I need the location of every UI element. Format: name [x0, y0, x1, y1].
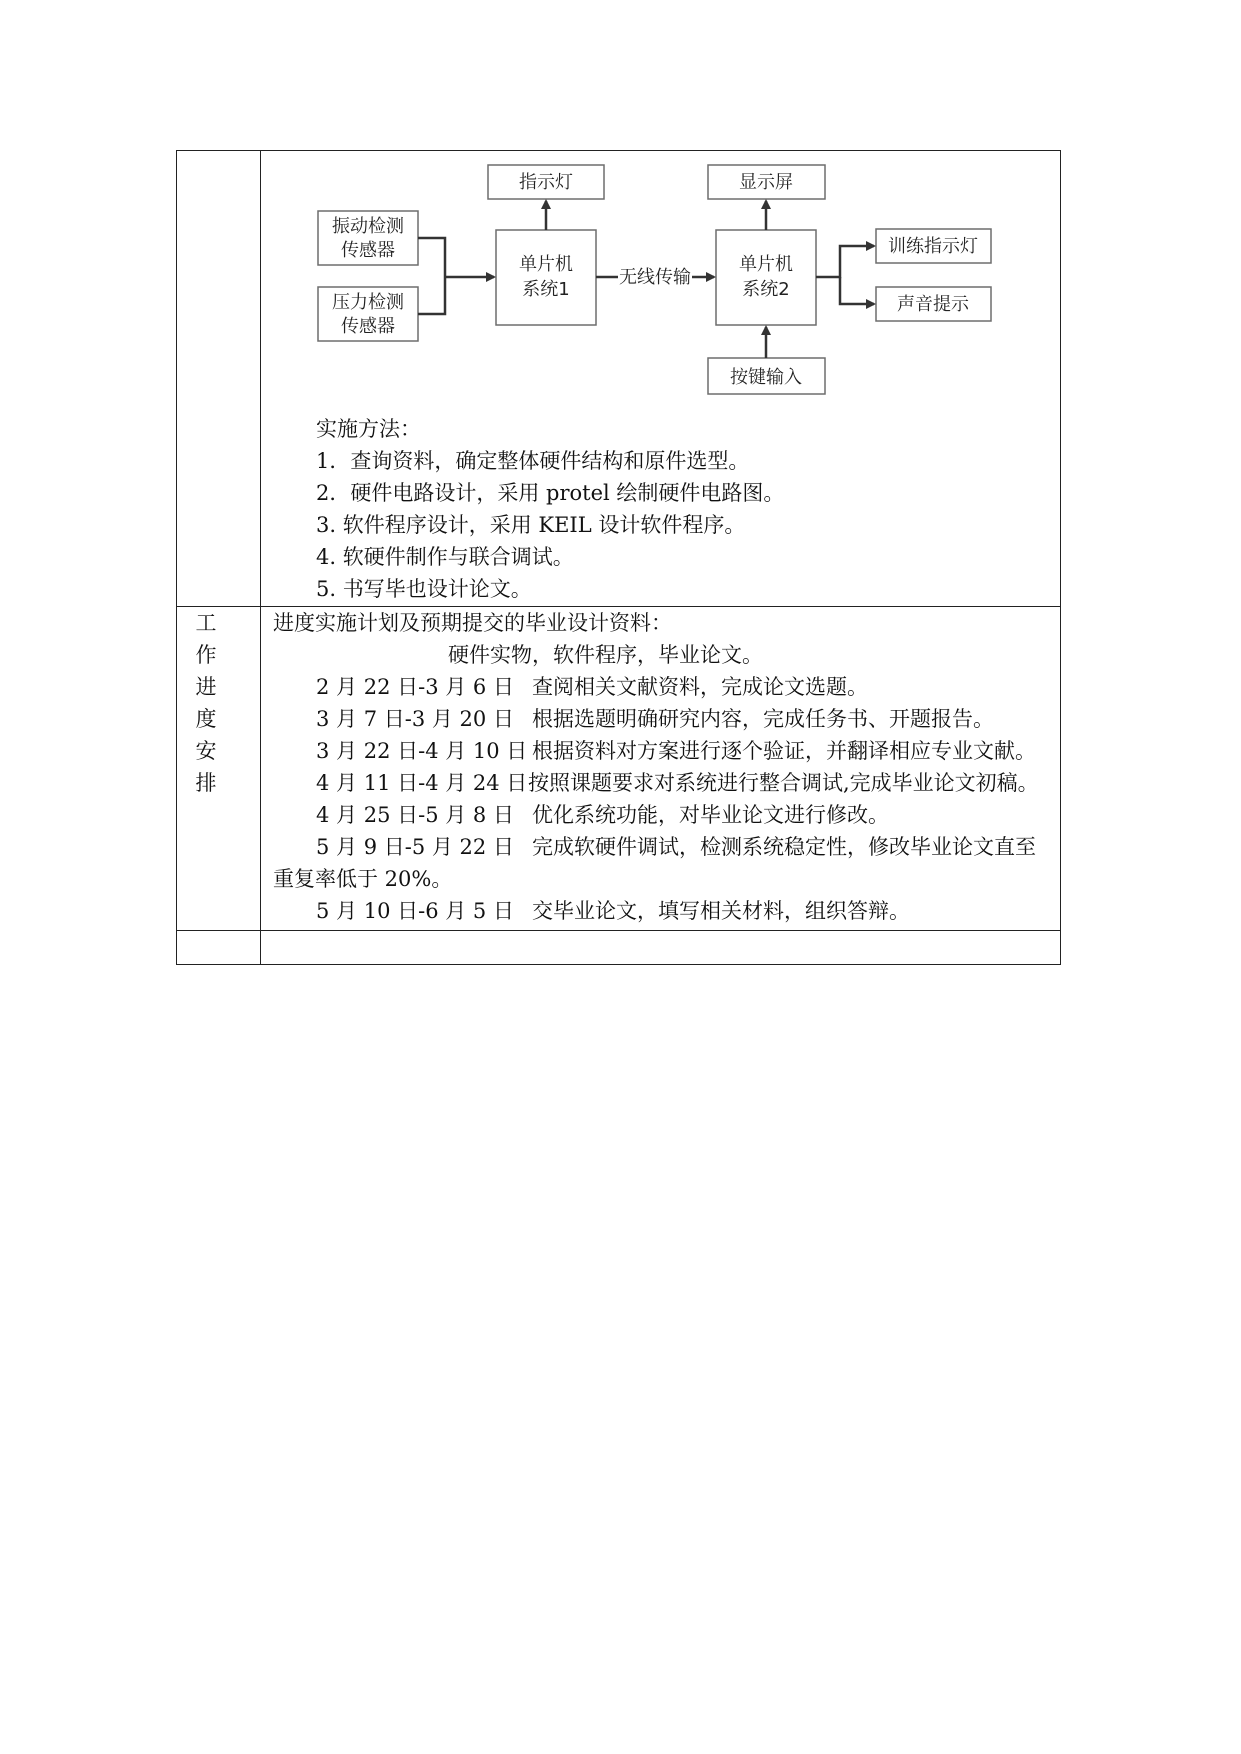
schedule-date: 5 月 9 日-5 月 22 日 — [316, 835, 514, 859]
schedule-date: 4 月 25 日-5 月 8 日 — [316, 803, 514, 827]
schedule-label-char: 进 — [195, 675, 217, 699]
schedule-task: 交毕业论文，填写相关材料，组织答辩。 — [532, 899, 910, 923]
label-indicator-light: 指示灯 — [519, 172, 573, 193]
schedule-deliverables: 硬件实物，软件程序，毕业论文。 — [448, 643, 763, 667]
method-step-1: 1．查询资料，确定整体硬件结构和原件选型。 — [316, 449, 750, 473]
label-keypad: 按键输入 — [730, 367, 802, 388]
label-display: 显示屏 — [739, 172, 793, 193]
method-step-2: 2．硬件电路设计，采用 protel 绘制硬件电路图。 — [316, 481, 785, 505]
box-mcu2 — [716, 230, 816, 325]
arrow-mcu2-to-sound — [840, 277, 874, 304]
label-vibration-2: 传感器 — [341, 240, 395, 261]
table-border-row2 — [176, 930, 1060, 931]
method-step-4: 4. 软硬件制作与联合调试。 — [316, 545, 574, 569]
schedule-date: 2 月 22 日-3 月 6 日 — [316, 675, 514, 699]
label-mcu2-2: 系统2 — [742, 279, 790, 300]
schedule-task: 按照课题要求对系统进行整合调试,完成毕业论文初稿。 — [528, 771, 1039, 795]
box-mcu1 — [496, 230, 596, 325]
schedule-task: 根据选题明确研究内容，完成任务书、开题报告。 — [532, 707, 994, 731]
schedule-label-char: 度 — [195, 707, 217, 731]
label-wireless: 无线传输 — [619, 267, 691, 288]
system-block-diagram — [0, 0, 1241, 420]
schedule-task: 完成软硬件调试，检测系统稳定性，修改毕业论文直至 — [532, 835, 1036, 859]
label-mcu1-1: 单片机 — [519, 254, 573, 275]
label-vibration-1: 振动检测 — [332, 216, 404, 237]
schedule-task: 优化系统功能，对毕业论文进行修改。 — [532, 803, 889, 827]
label-mcu2-1: 单片机 — [739, 254, 793, 275]
schedule-date: 5 月 10 日-6 月 5 日 — [316, 899, 514, 923]
schedule-date: 3 月 7 日-3 月 20 日 — [316, 707, 514, 731]
schedule-label-char: 作 — [195, 643, 217, 667]
connector-vibration — [418, 238, 445, 314]
schedule-task: 根据资料对方案进行逐个验证，并翻译相应专业文献。 — [532, 739, 1036, 763]
schedule-label-char: 安 — [195, 739, 217, 763]
schedule-task-continuation: 重复率低于 20%。 — [273, 867, 453, 891]
schedule-label-char: 工 — [195, 611, 217, 635]
method-step-5: 5. 书写毕也设计论文。 — [316, 577, 532, 601]
table-border-bottom — [176, 964, 1060, 965]
label-training-light: 训练指示灯 — [888, 236, 978, 257]
schedule-label-char: 排 — [195, 771, 217, 795]
method-step-3: 3. 软件程序设计，采用 KEIL 设计软件程序。 — [316, 513, 746, 537]
schedule-date: 3 月 22 日-4 月 10 日 — [316, 739, 528, 763]
label-pressure-1: 压力检测 — [332, 292, 404, 313]
label-mcu1-2: 系统1 — [522, 279, 570, 300]
label-sound-prompt: 声音提示 — [897, 294, 969, 315]
schedule-heading: 进度实施计划及预期提交的毕业设计资料： — [273, 611, 672, 635]
schedule-task: 查阅相关文献资料，完成论文选题。 — [532, 675, 868, 699]
label-pressure-2: 传感器 — [341, 316, 395, 337]
schedule-date: 4 月 11 日-4 月 24 日 — [316, 771, 528, 795]
connector-mcu2-outputs — [816, 246, 874, 277]
method-title: 实施方法： — [316, 417, 421, 441]
